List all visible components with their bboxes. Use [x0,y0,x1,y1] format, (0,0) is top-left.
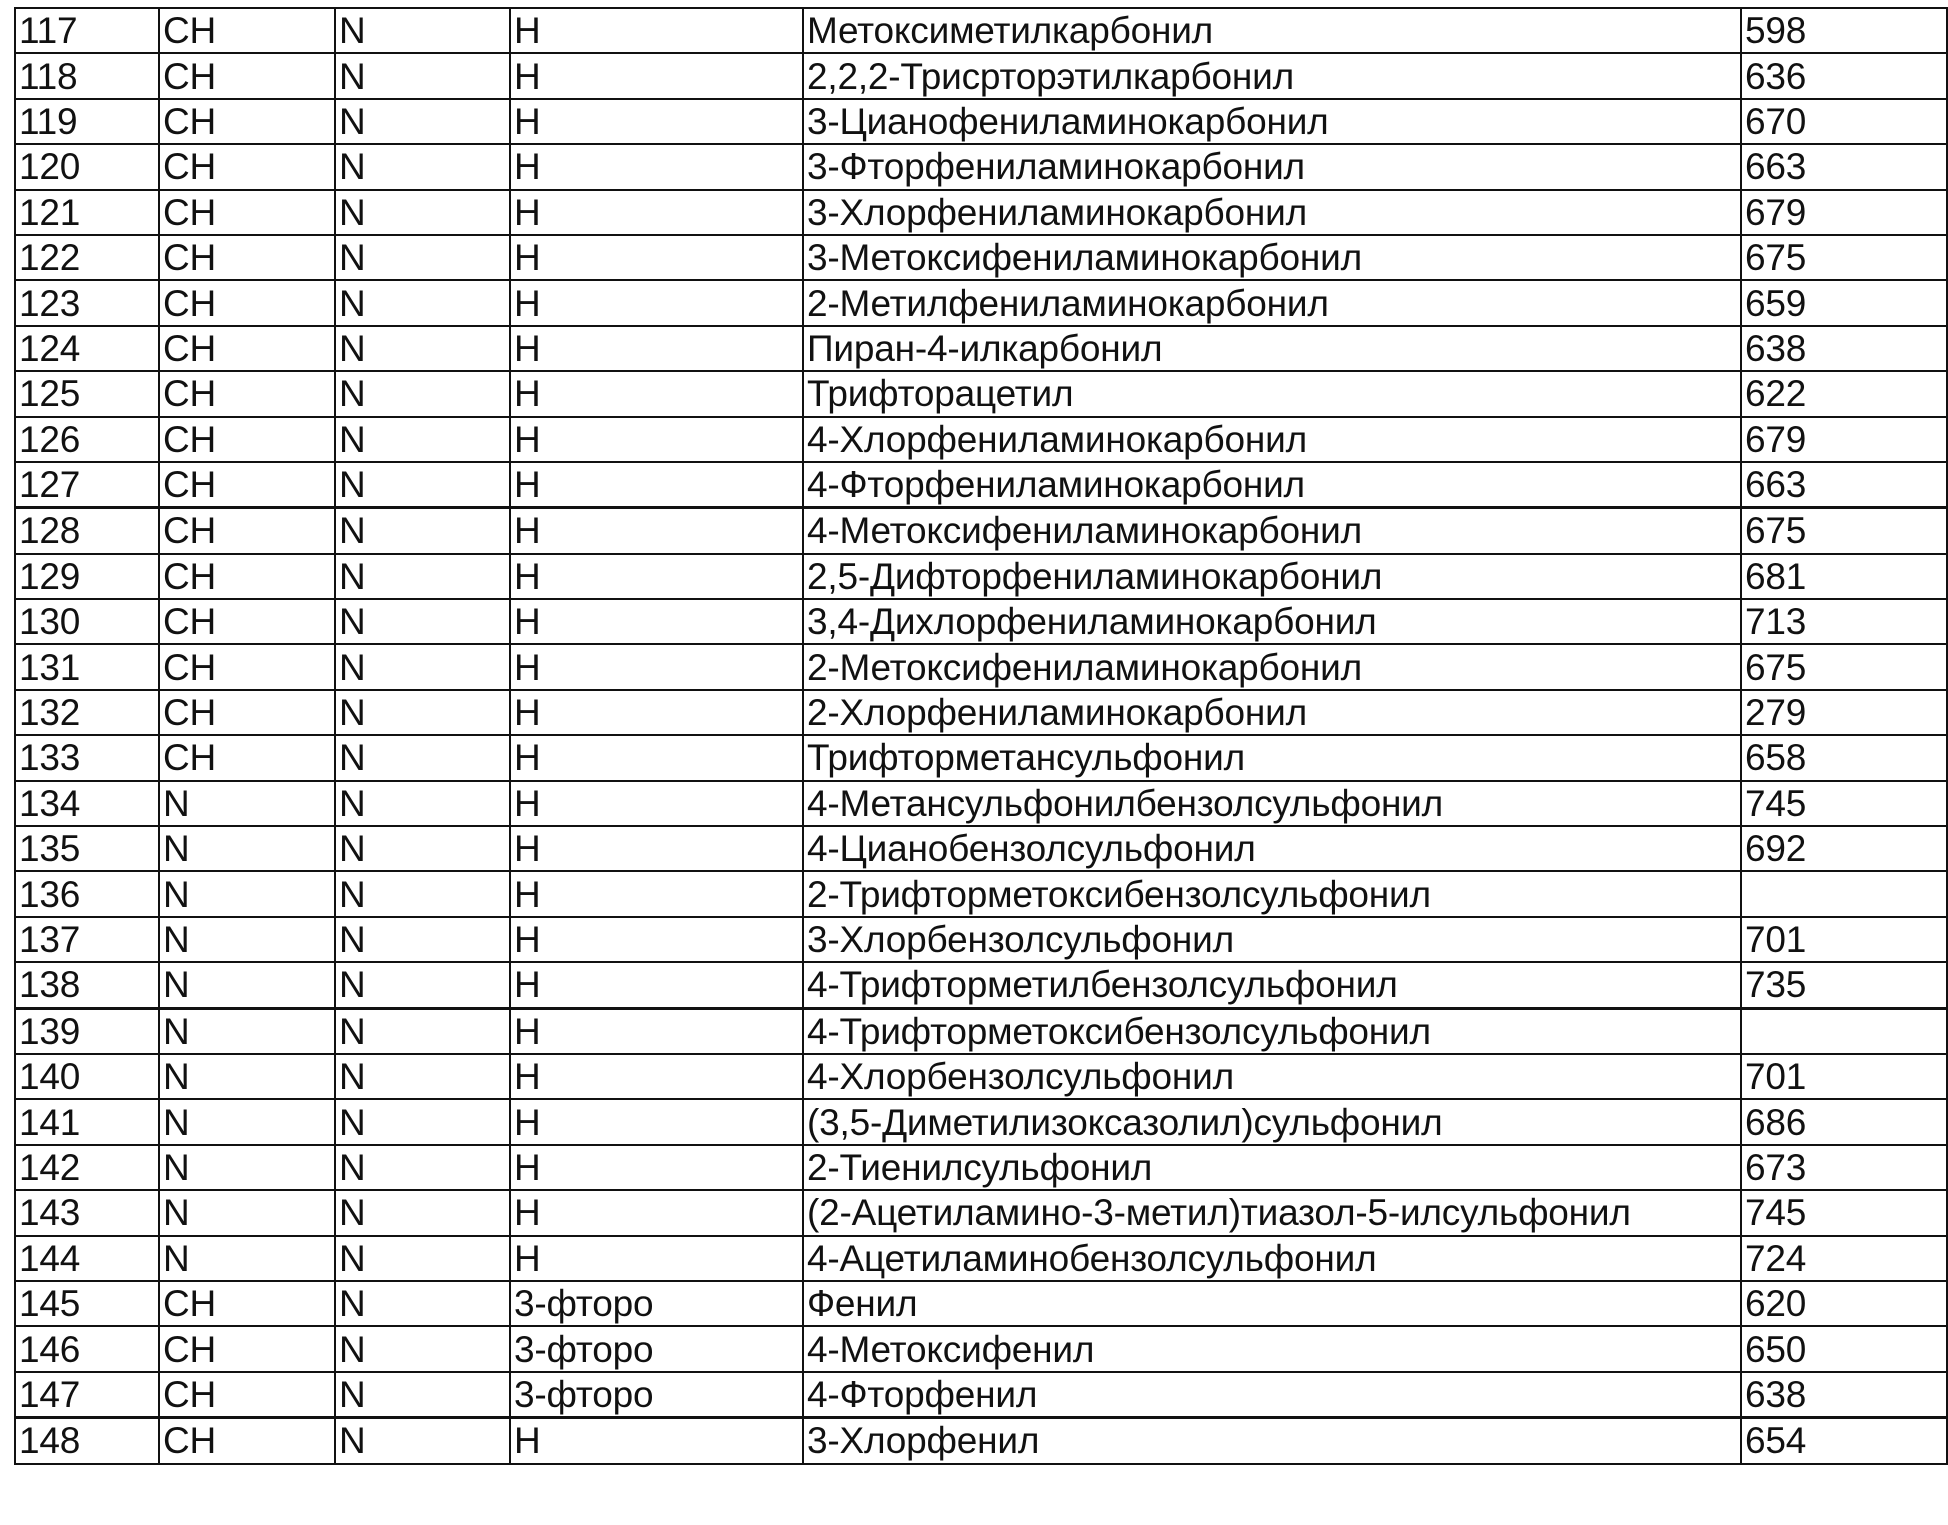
ring-atom-x-cell: CH [159,371,335,416]
example-number-cell: 134 [15,781,159,826]
ring-atom-x-cell: CH [159,235,335,280]
mass-value-cell: 692 [1741,826,1947,871]
mass-value-cell: 686 [1741,1099,1947,1144]
table-row [15,735,1947,780]
substituent-r1-cell: H [510,326,803,371]
table-row [15,781,1947,826]
table-row [15,8,1947,53]
ring-atom-x-cell: CH [159,8,335,53]
substituent-r1-cell: 3-фторо [510,1326,803,1371]
substituent-r1-cell: H [510,53,803,98]
ring-atom-y-cell: N [335,417,510,462]
table-row [15,690,1947,735]
mass-value-cell: 663 [1741,462,1947,508]
ring-atom-y-cell: N [335,326,510,371]
mass-value-cell: 659 [1741,280,1947,325]
example-number-cell: 128 [15,508,159,554]
table-row [15,917,1947,962]
ring-atom-x-cell: CH [159,144,335,189]
table-row [15,1326,1947,1371]
mass-value-cell: 679 [1741,190,1947,235]
ring-atom-x-cell: CH [159,508,335,554]
table-row [15,962,1947,1008]
substituent-name-cell: 4-Цианобензолсульфонил [803,826,1741,871]
mass-value-cell: 636 [1741,53,1947,98]
ring-atom-x-cell: CH [159,735,335,780]
substituent-r1-cell: H [510,962,803,1008]
example-number-cell: 125 [15,371,159,416]
example-number-cell: 137 [15,917,159,962]
example-number-cell: 142 [15,1145,159,1190]
substituent-r1-cell: H [510,554,803,599]
substituent-r1-cell: H [510,1236,803,1281]
ring-atom-y-cell: N [335,917,510,962]
ring-atom-x-cell: CH [159,190,335,235]
substituent-r1-cell: H [510,826,803,871]
example-number-cell: 124 [15,326,159,371]
substituent-r1-cell: H [510,99,803,144]
ring-atom-y-cell: N [335,1054,510,1099]
ring-atom-y-cell: N [335,781,510,826]
ring-atom-x-cell: CH [159,326,335,371]
ring-atom-y-cell: N [335,826,510,871]
ring-atom-x-cell: CH [159,53,335,98]
substituent-r1-cell: H [510,508,803,554]
example-number-cell: 119 [15,99,159,144]
example-number-cell: 139 [15,1008,159,1054]
example-number-cell: 120 [15,144,159,189]
example-number-cell: 117 [15,8,159,53]
table-row [15,1372,1947,1418]
example-number-cell: 140 [15,1054,159,1099]
example-number-cell: 122 [15,235,159,280]
substituent-name-cell: 4-Хлорбензолсульфонил [803,1054,1741,1099]
compound-table [14,7,1948,1465]
table-row [15,508,1947,554]
example-number-cell: 148 [15,1418,159,1464]
example-number-cell: 141 [15,1099,159,1144]
mass-value-cell: 735 [1741,962,1947,1008]
ring-atom-y-cell: N [335,1236,510,1281]
substituent-r1-cell: H [510,371,803,416]
substituent-r1-cell: 3-фторо [510,1372,803,1418]
ring-atom-y-cell: N [335,1281,510,1326]
substituent-r1-cell: H [510,235,803,280]
ring-atom-x-cell: N [159,826,335,871]
ring-atom-x-cell: N [159,1008,335,1054]
substituent-name-cell: (3,5-Диметилизоксазолил)сульфонил [803,1099,1741,1144]
mass-value-cell: 279 [1741,690,1947,735]
ring-atom-x-cell: CH [159,644,335,689]
substituent-r1-cell: H [510,1054,803,1099]
table-row [15,462,1947,508]
example-number-cell: 145 [15,1281,159,1326]
mass-value-cell: 745 [1741,1190,1947,1235]
ring-atom-x-cell: CH [159,417,335,462]
substituent-name-cell: 4-Фторфениламинокарбонил [803,462,1741,508]
substituent-name-cell: Трифторметансульфонил [803,735,1741,780]
mass-value-cell: 701 [1741,1054,1947,1099]
substituent-r1-cell: H [510,1008,803,1054]
ring-atom-y-cell: N [335,554,510,599]
substituent-name-cell: 2-Хлорфениламинокарбонил [803,690,1741,735]
substituent-name-cell: 2-Метоксифениламинокарбонил [803,644,1741,689]
mass-value-cell: 598 [1741,8,1947,53]
ring-atom-y-cell: N [335,1418,510,1464]
substituent-name-cell: 2,5-Дифторфениламинокарбонил [803,554,1741,599]
substituent-name-cell: 2-Трифторметоксибензолсульфонил [803,871,1741,916]
ring-atom-x-cell: N [159,1145,335,1190]
substituent-r1-cell: H [510,781,803,826]
ring-atom-y-cell: N [335,144,510,189]
substituent-name-cell: (2-Ацетиламино-3-метил)тиазол-5-илсульфонил [803,1190,1741,1235]
ring-atom-y-cell: N [335,1372,510,1418]
mass-value-cell: 670 [1741,99,1947,144]
ring-atom-x-cell: CH [159,690,335,735]
mass-value-cell: 713 [1741,599,1947,644]
ring-atom-x-cell: N [159,1054,335,1099]
mass-value-cell: 620 [1741,1281,1947,1326]
ring-atom-y-cell: N [335,190,510,235]
ring-atom-y-cell: N [335,99,510,144]
ring-atom-x-cell: N [159,1236,335,1281]
example-number-cell: 143 [15,1190,159,1235]
example-number-cell: 138 [15,962,159,1008]
example-number-cell: 132 [15,690,159,735]
table-row [15,554,1947,599]
substituent-r1-cell: H [510,190,803,235]
mass-value-cell: 638 [1741,326,1947,371]
ring-atom-y-cell: N [335,462,510,508]
mass-value-cell: 654 [1741,1418,1947,1464]
mass-value-cell: 701 [1741,917,1947,962]
example-number-cell: 133 [15,735,159,780]
ring-atom-y-cell: N [335,690,510,735]
substituent-r1-cell: H [510,1145,803,1190]
mass-value-cell [1741,1008,1947,1054]
substituent-name-cell: 4-Метоксифенил [803,1326,1741,1371]
table-row [15,1418,1947,1464]
table-row [15,190,1947,235]
mass-value-cell: 622 [1741,371,1947,416]
mass-value-cell: 675 [1741,644,1947,689]
mass-value-cell: 675 [1741,235,1947,280]
table-row [15,1236,1947,1281]
table-row [15,417,1947,462]
substituent-name-cell: 4-Ацетиламинобензолсульфонил [803,1236,1741,1281]
table-row [15,826,1947,871]
example-number-cell: 144 [15,1236,159,1281]
substituent-r1-cell: H [510,690,803,735]
substituent-r1-cell: H [510,8,803,53]
ring-atom-x-cell: CH [159,462,335,508]
substituent-r1-cell: H [510,462,803,508]
substituent-name-cell: 3-Хлорбензолсульфонил [803,917,1741,962]
example-number-cell: 136 [15,871,159,916]
substituent-name-cell: 2,2,2-Трисрторэтилкарбонил [803,53,1741,98]
substituent-name-cell: 2-Метилфениламинокарбонил [803,280,1741,325]
example-number-cell: 131 [15,644,159,689]
table-row [15,1008,1947,1054]
example-number-cell: 147 [15,1372,159,1418]
ring-atom-x-cell: N [159,917,335,962]
table-row [15,1281,1947,1326]
example-number-cell: 129 [15,554,159,599]
table-row [15,599,1947,644]
substituent-name-cell: 4-Трифторметилбензолсульфонил [803,962,1741,1008]
ring-atom-x-cell: CH [159,1418,335,1464]
ring-atom-y-cell: N [335,735,510,780]
compound-table-body [15,8,1947,1464]
substituent-r1-cell: H [510,735,803,780]
mass-value-cell: 663 [1741,144,1947,189]
substituent-name-cell: 3-Фторфениламинокарбонил [803,144,1741,189]
mass-value-cell: 745 [1741,781,1947,826]
substituent-r1-cell: H [510,1099,803,1144]
table-row [15,644,1947,689]
ring-atom-x-cell: N [159,1190,335,1235]
mass-value-cell: 679 [1741,417,1947,462]
substituent-r1-cell: H [510,871,803,916]
substituent-r1-cell: H [510,644,803,689]
ring-atom-x-cell: CH [159,1281,335,1326]
mass-value-cell: 650 [1741,1326,1947,1371]
substituent-r1-cell: H [510,417,803,462]
substituent-name-cell: 4-Метоксифениламинокарбонил [803,508,1741,554]
mass-value-cell [1741,871,1947,916]
ring-atom-y-cell: N [335,1099,510,1144]
substituent-name-cell: 4-Фторфенил [803,1372,1741,1418]
mass-value-cell: 675 [1741,508,1947,554]
substituent-r1-cell: H [510,280,803,325]
example-number-cell: 130 [15,599,159,644]
example-number-cell: 118 [15,53,159,98]
ring-atom-x-cell: CH [159,99,335,144]
ring-atom-x-cell: CH [159,1372,335,1418]
example-number-cell: 121 [15,190,159,235]
substituent-name-cell: 3-Цианофениламинокарбонил [803,99,1741,144]
substituent-name-cell: 3-Хлорфениламинокарбонил [803,190,1741,235]
substituent-r1-cell: H [510,599,803,644]
ring-atom-x-cell: CH [159,280,335,325]
ring-atom-y-cell: N [335,1326,510,1371]
ring-atom-y-cell: N [335,53,510,98]
example-number-cell: 146 [15,1326,159,1371]
ring-atom-x-cell: CH [159,599,335,644]
table-row [15,280,1947,325]
ring-atom-y-cell: N [335,1145,510,1190]
example-number-cell: 123 [15,280,159,325]
mass-value-cell: 673 [1741,1145,1947,1190]
table-row [15,53,1947,98]
substituent-name-cell: 2-Тиенилсульфонил [803,1145,1741,1190]
table-row [15,1190,1947,1235]
ring-atom-y-cell: N [335,644,510,689]
substituent-name-cell: 3-Метоксифениламинокарбонил [803,235,1741,280]
ring-atom-y-cell: N [335,871,510,916]
table-row [15,1054,1947,1099]
substituent-r1-cell: H [510,1190,803,1235]
substituent-name-cell: 4-Хлорфениламинокарбонил [803,417,1741,462]
table-row [15,871,1947,916]
ring-atom-y-cell: N [335,599,510,644]
ring-atom-y-cell: N [335,371,510,416]
mass-value-cell: 638 [1741,1372,1947,1418]
substituent-name-cell: Трифторацетил [803,371,1741,416]
substituent-name-cell: 3,4-Дихлорфениламинокарбонил [803,599,1741,644]
substituent-r1-cell: H [510,1418,803,1464]
ring-atom-y-cell: N [335,962,510,1008]
mass-value-cell: 724 [1741,1236,1947,1281]
table-row [15,99,1947,144]
table-row [15,144,1947,189]
ring-atom-x-cell: N [159,871,335,916]
substituent-r1-cell: H [510,144,803,189]
substituent-name-cell: Пиран-4-илкарбонил [803,326,1741,371]
ring-atom-y-cell: N [335,8,510,53]
substituent-name-cell: 4-Трифторметоксибензолсульфонил [803,1008,1741,1054]
substituent-r1-cell: H [510,917,803,962]
substituent-name-cell: Метоксиметилкарбонил [803,8,1741,53]
ring-atom-y-cell: N [335,280,510,325]
substituent-name-cell: 3-Хлорфенил [803,1418,1741,1464]
example-number-cell: 126 [15,417,159,462]
example-number-cell: 135 [15,826,159,871]
ring-atom-x-cell: N [159,962,335,1008]
ring-atom-y-cell: N [335,508,510,554]
ring-atom-x-cell: CH [159,1326,335,1371]
example-number-cell: 127 [15,462,159,508]
table-row [15,371,1947,416]
ring-atom-x-cell: CH [159,554,335,599]
ring-atom-y-cell: N [335,1008,510,1054]
substituent-name-cell: 4-Метансульфонилбензолсульфонил [803,781,1741,826]
substituent-r1-cell: 3-фторо [510,1281,803,1326]
ring-atom-y-cell: N [335,235,510,280]
ring-atom-x-cell: N [159,1099,335,1144]
table-row [15,326,1947,371]
table-row [15,235,1947,280]
mass-value-cell: 658 [1741,735,1947,780]
ring-atom-x-cell: N [159,781,335,826]
table-row [15,1145,1947,1190]
substituent-name-cell: Фенил [803,1281,1741,1326]
mass-value-cell: 681 [1741,554,1947,599]
table-row [15,1099,1947,1144]
ring-atom-y-cell: N [335,1190,510,1235]
